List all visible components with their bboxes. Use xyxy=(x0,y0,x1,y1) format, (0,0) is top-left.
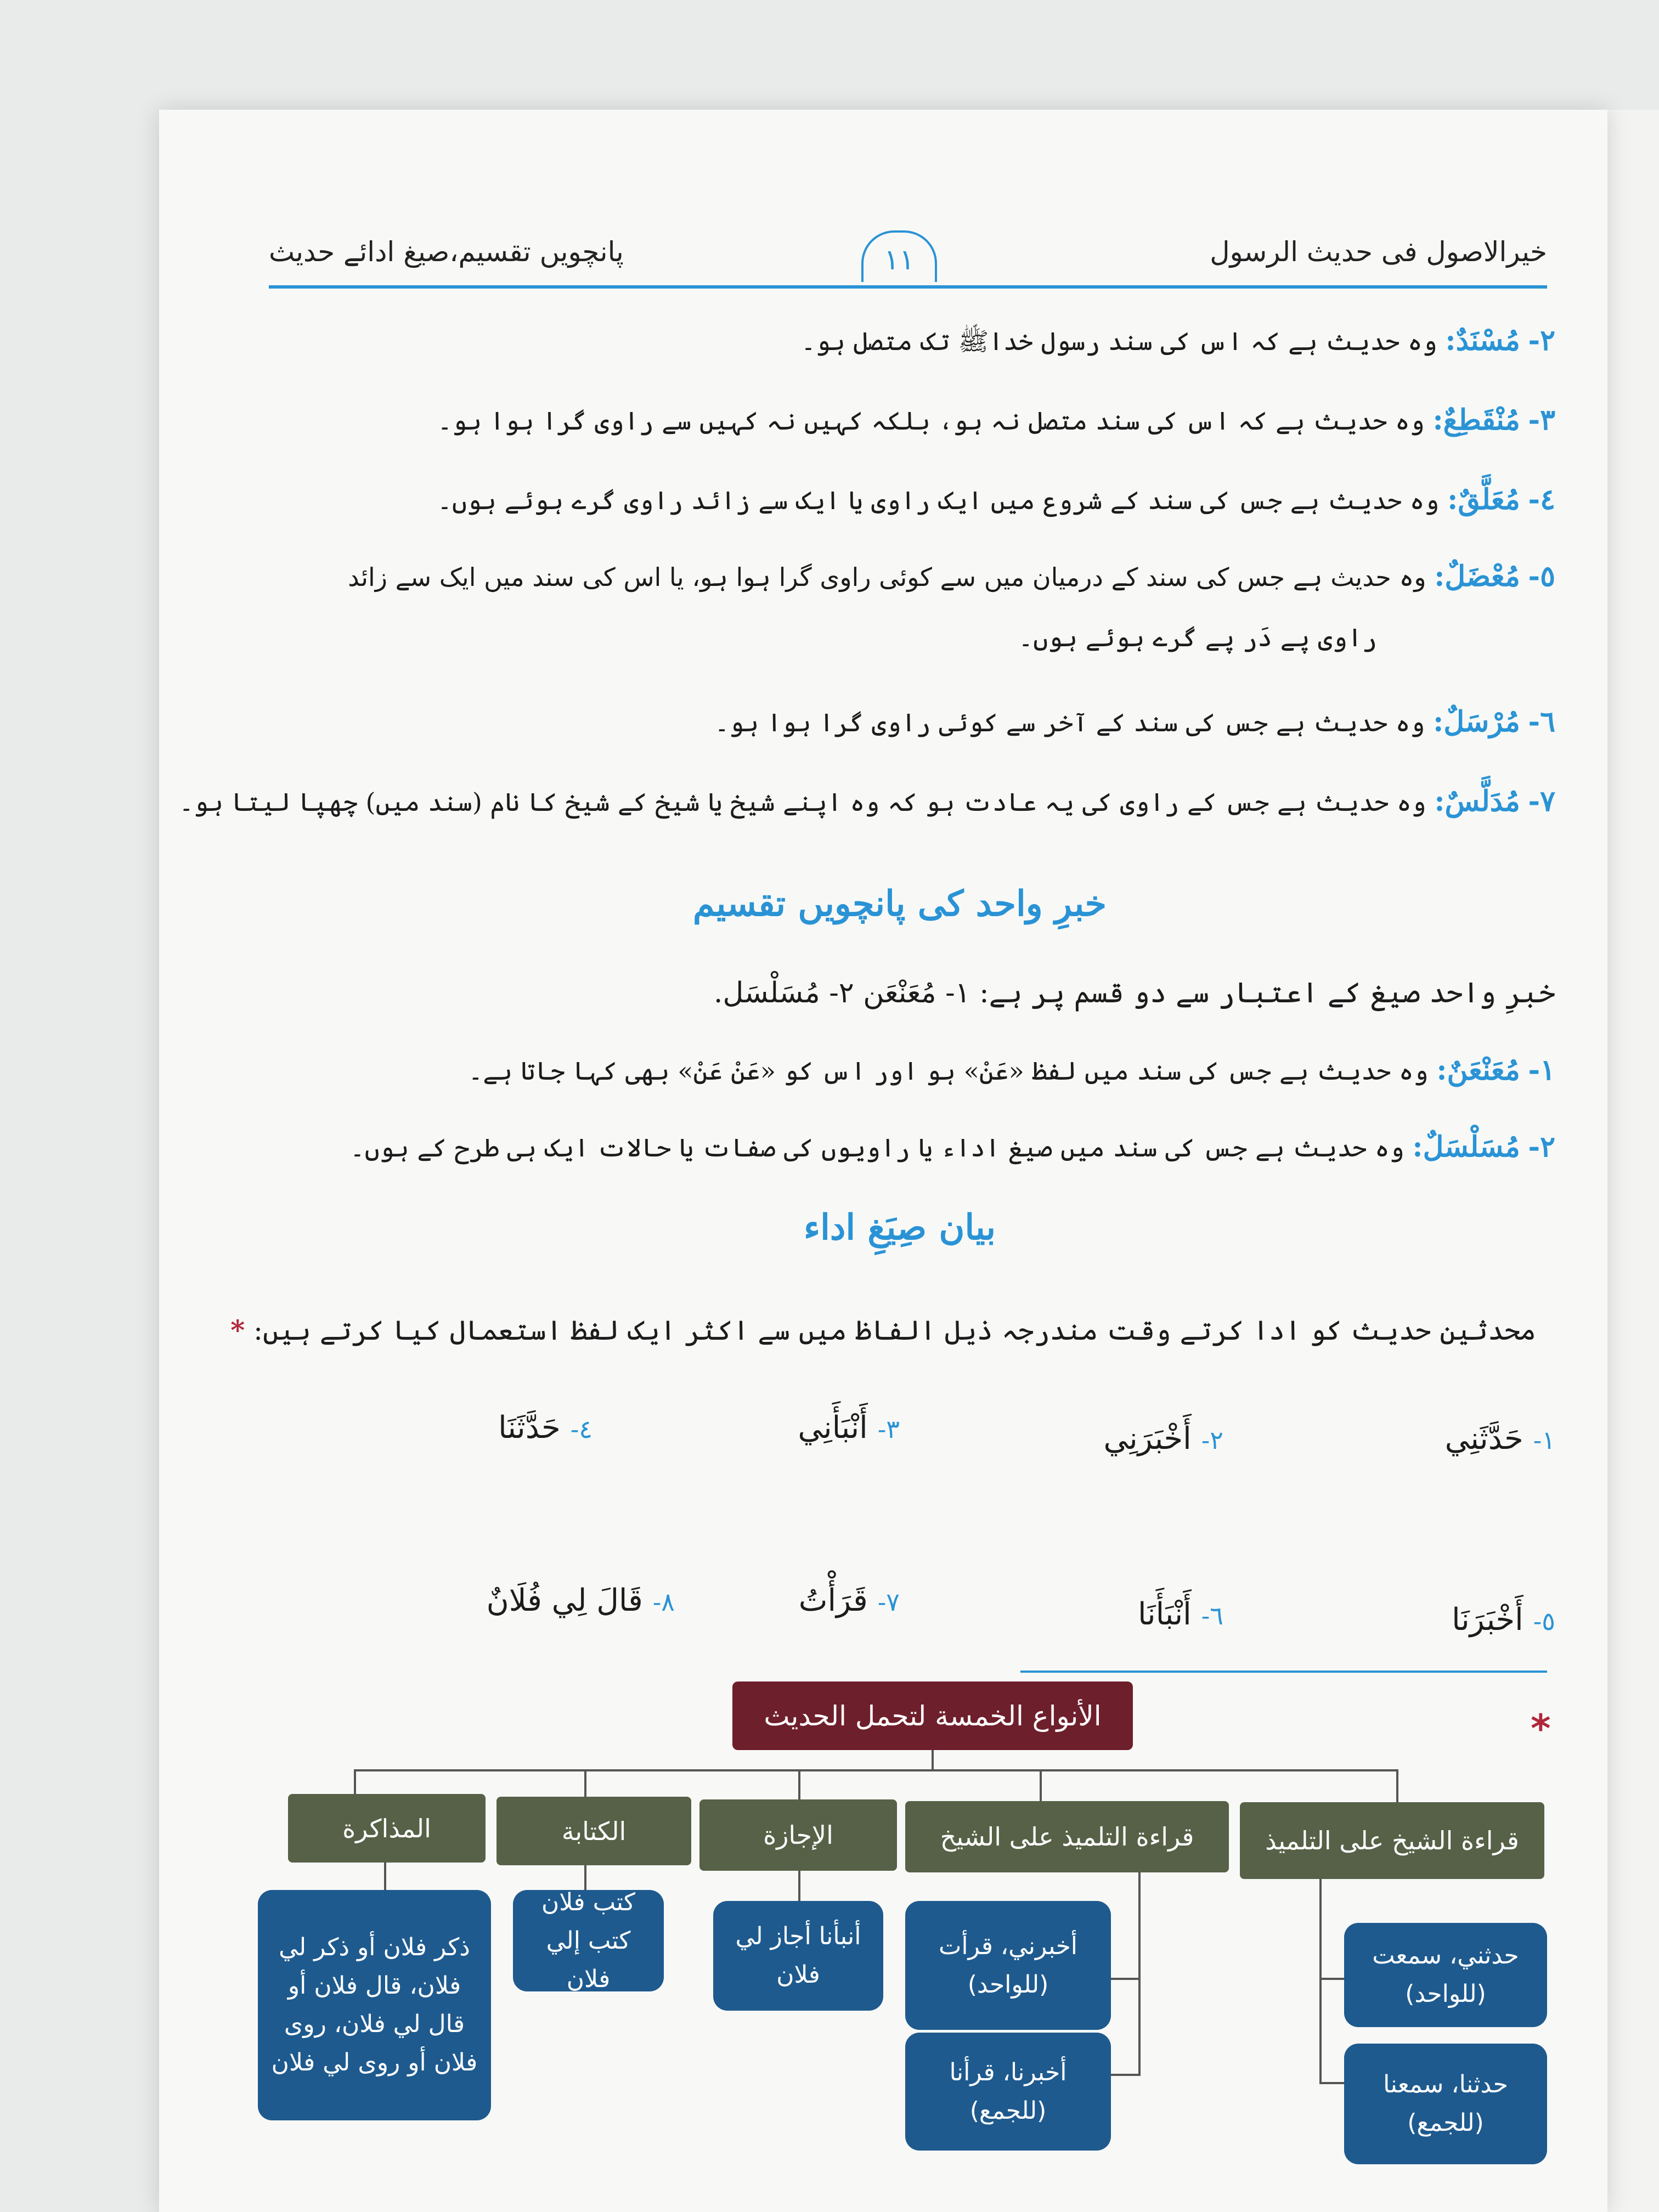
category-box: قراءة الشيخ على التلميذ xyxy=(1240,1802,1544,1879)
definition-item xyxy=(350,1130,1555,1164)
leaf-box: أخبرنا، قرأنا (للجمع) xyxy=(905,2033,1111,2151)
section-heading: خبرِ واحد کی پانچویں تقسیم xyxy=(692,883,1107,924)
definition-continuation: راوی پے دَر پے گرے ہوئے ہوں۔ xyxy=(1018,623,1377,652)
category-box: المذاكرة xyxy=(288,1794,486,1863)
page-number: ۱۱ xyxy=(861,230,937,282)
connector xyxy=(1108,1978,1141,1980)
connector xyxy=(1138,1872,1141,2075)
connector xyxy=(354,1769,1396,1771)
item-number: ۷- xyxy=(1528,785,1555,818)
connector xyxy=(1108,2074,1141,2076)
form-item xyxy=(1138,1596,1223,1632)
item-term: مُرْسَلٌ: xyxy=(1433,705,1520,738)
item-term: مُنْقَطِعٌ: xyxy=(1432,403,1520,437)
diagram-root: الأنواع الخمسة لتحمل الحديث xyxy=(732,1681,1133,1750)
category-box: الكتابة xyxy=(496,1797,691,1865)
connector xyxy=(1040,1769,1042,1801)
item-number: ٥- xyxy=(1533,1606,1555,1636)
form-word: أَخْبَرَنَا xyxy=(1452,1602,1523,1638)
definition-item xyxy=(437,483,1555,516)
form-item xyxy=(487,1583,675,1618)
definition-item xyxy=(468,1053,1555,1087)
item-text: وہ حدیث ہے جس کے راوی کی یہ عادت ہو کہ وہ اپنے شیخ یا شیخ کے شیخ کا نام (سند میں) چھپا لیتا ہو۔ xyxy=(179,787,1426,817)
chapter-title: پانچویں تقسیم،صیغ ادائے حدیث xyxy=(269,236,624,268)
connector xyxy=(798,1769,800,1799)
form-item xyxy=(799,1583,900,1618)
form-word: قَرَأْتُ xyxy=(798,1583,868,1618)
leaf-box: أخبرني، قرأت (للواحد) xyxy=(905,1901,1111,2030)
item-number: ٦- xyxy=(1201,1601,1223,1630)
connector xyxy=(798,1871,800,1904)
item-text: وہ حدیث ہے جس کی سند کے درمیان میں سے کوئی راوی گرا ہوا ہو، یا اس کی سند میں ایک سے زائد xyxy=(348,562,1426,592)
form-item xyxy=(1445,1421,1555,1457)
item-number: ۷- xyxy=(877,1587,900,1617)
item-text: وہ حدیث ہے جس کی سند میں لفظ «عَنْ» ہو اور اس کو «عَنْ عَنْ» بھی کہا جاتا ہے۔ xyxy=(468,1056,1429,1086)
connector xyxy=(354,1769,356,1794)
definition-item xyxy=(714,705,1555,738)
leaf-box: حدثني، سمعت (للواحد) xyxy=(1344,1923,1547,2027)
connector xyxy=(1319,1879,1322,2082)
connector xyxy=(584,1769,586,1797)
item-number: ٤- xyxy=(1528,483,1555,516)
definition-item xyxy=(437,403,1555,437)
item-number: ۲- xyxy=(1528,324,1555,357)
category-box: الإجازة xyxy=(699,1799,897,1871)
connector xyxy=(384,1863,386,1893)
form-item xyxy=(798,1410,900,1446)
leaf-box: أنبأنا أجاز لي فلان xyxy=(713,1901,883,2011)
item-text: وہ حدیث ہے کہ اس کی سند متصل نہ ہو، بلکہ کہیں نہ کہیں سے راوی گرا ہوا ہو۔ xyxy=(437,406,1425,436)
leaf-box: حدثنا، سمعنا (للجمع) xyxy=(1344,2044,1547,2164)
form-item xyxy=(1452,1602,1555,1638)
footnote-separator xyxy=(1020,1671,1547,1673)
form-word: أَنْبَأَنَا xyxy=(1137,1596,1192,1632)
item-text: وہ حدیث ہے جس کی سند میں صیغ اداء یا راویوں کی صفات یا حالات ایک ہی طرح کے ہوں۔ xyxy=(349,1133,1404,1163)
form-item xyxy=(498,1410,592,1446)
definition-item xyxy=(801,324,1555,363)
item-number: ٥- xyxy=(1528,560,1555,593)
form-word: أَخْبَرَنِي xyxy=(1103,1421,1192,1457)
header-rule xyxy=(269,285,1547,289)
form-word: حَدَّثَنَا xyxy=(498,1410,561,1446)
item-term: مُدَلَّسٌ: xyxy=(1434,785,1520,818)
footnote-star: * xyxy=(230,1314,245,1346)
item-number: ٦- xyxy=(1528,705,1555,738)
item-number: ۲- xyxy=(1528,1130,1555,1164)
diagram-star: * xyxy=(1531,1706,1551,1751)
definition-item xyxy=(348,560,1555,593)
definition-item xyxy=(179,785,1555,818)
item-number: ٤- xyxy=(570,1414,592,1444)
connector xyxy=(1396,1769,1398,1802)
item-number: ۳- xyxy=(1528,403,1555,437)
item-text: وہ حدیث ہے جس کی سند کے شروع میں ایک راوی یا ایک سے زائد راوی گرے ہوئے ہوں۔ xyxy=(437,486,1440,515)
item-term: مُسْنَدٌ: xyxy=(1445,324,1520,357)
leaf-box: كتب فلان كتب إلي فلان xyxy=(513,1890,664,1991)
form-word: حَدَّثَنِي xyxy=(1444,1421,1523,1457)
section-heading: بیان صِیَغِ اداء xyxy=(803,1207,996,1248)
form-item xyxy=(1104,1421,1224,1457)
item-number: ۲- xyxy=(1201,1425,1223,1455)
item-term: مُعَنْعَنٌ: xyxy=(1436,1053,1520,1087)
form-word: أَنْبَأَنِي xyxy=(798,1410,868,1446)
item-term: مُعَلَّقٌ: xyxy=(1447,483,1520,516)
page-header xyxy=(269,225,1547,296)
section-intro xyxy=(230,1314,1536,1346)
item-text: وہ حدیث ہے جس کی سند کے آخر سے کوئی راوی گرا ہوا ہو۔ xyxy=(714,708,1425,737)
item-number: ۳- xyxy=(877,1414,900,1444)
intro-text: محدثین حدیث کو ادا کرتے وقت مندرجہ ذیل الفاظ میں سے اکثر ایک لفظ استعمال کیا کرتے ہیں: xyxy=(253,1314,1536,1346)
book-page xyxy=(159,110,1607,2212)
leaf-box: ذكر فلان أو ذكر لي فلان، قال فلان أو قال لي فلان، روى فلان أو روى لي فلان xyxy=(258,1890,491,2120)
form-word: قَالَ لِي فُلَانٌ xyxy=(486,1583,643,1618)
item-number: ۱- xyxy=(1528,1053,1555,1087)
item-term: مُعْضَلٌ: xyxy=(1434,560,1520,593)
item-number: ۱- xyxy=(1533,1425,1555,1455)
item-text: وہ حدیث ہے کہ اس کی سند رسول خداﷺ تک متصل ہو۔ xyxy=(801,326,1437,356)
section-intro: خبرِ واحد صیغ کے اعتبار سے دو قسم پر ہے: ۱- مُعَنْعَن ۲- مُسَلْسَل. xyxy=(713,977,1555,1009)
item-term: مُسَلْسَلٌ: xyxy=(1412,1130,1520,1164)
connector xyxy=(932,1750,934,1769)
book-title: خیرالاصول فی حدیث الرسول xyxy=(1210,236,1547,268)
item-number: ۸- xyxy=(652,1587,675,1617)
category-box: قراءة التلميذ على الشيخ xyxy=(905,1801,1229,1872)
